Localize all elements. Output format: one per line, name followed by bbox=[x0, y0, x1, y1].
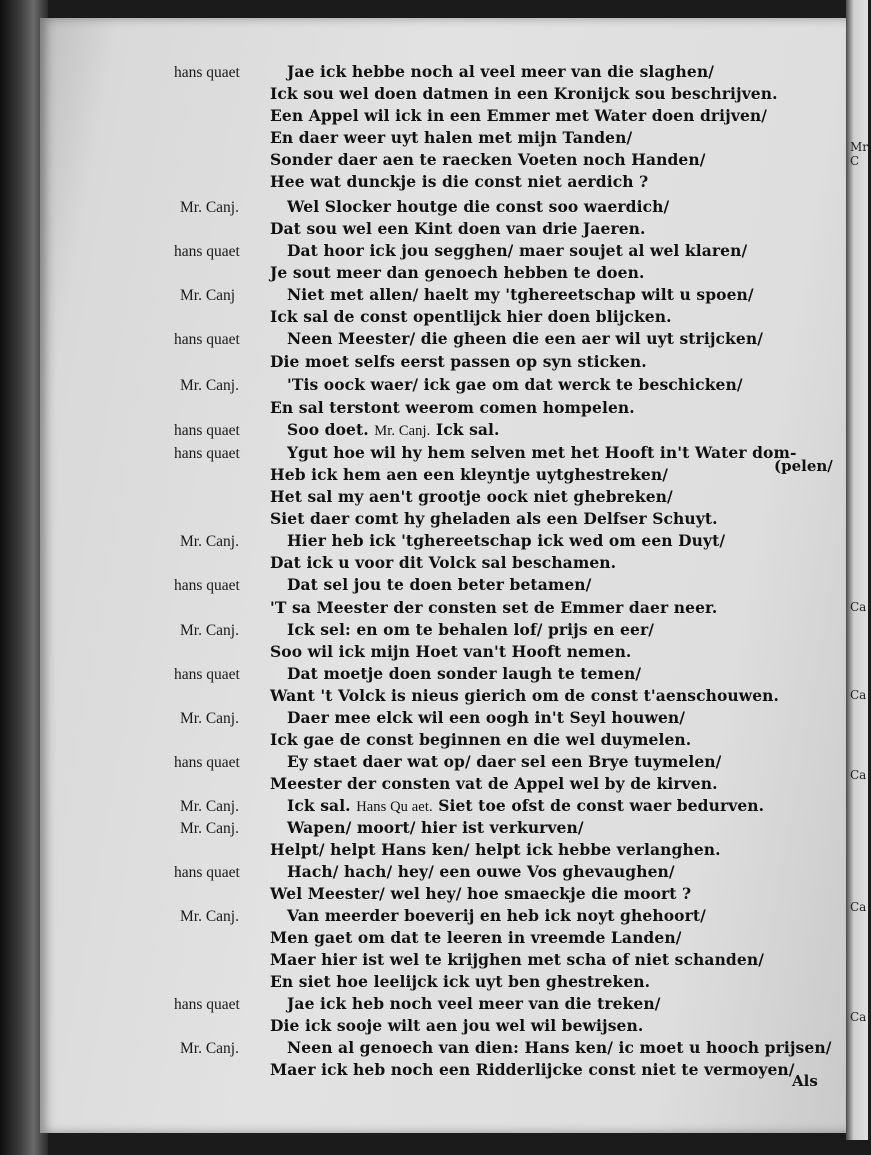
verse-text bbox=[270, 219, 646, 238]
dialogue-line bbox=[0, 972, 868, 994]
verse-text bbox=[270, 972, 650, 991]
verse-line-text: Hier heb ick 'tghereetschap ick wed om een Duyt/ bbox=[287, 531, 726, 550]
dialogue-line bbox=[0, 575, 868, 597]
dialogue-line bbox=[0, 106, 868, 128]
verse-line-text: Heb ick hem aen een kleyntje uytghestreken/ bbox=[270, 465, 669, 484]
verse-text bbox=[287, 62, 714, 81]
verse-line-text: Sonder daer aen te raecken Voeten noch Handen/ bbox=[270, 150, 706, 169]
verse-line-text: En sal terstont weerom comen hompelen. bbox=[270, 398, 635, 417]
speaker-name: Mr. Canj. bbox=[180, 710, 239, 727]
speaker-name: hans quaet bbox=[174, 331, 240, 348]
verse-line-text: Hee wat dunckje is die const niet aerdich ? bbox=[270, 172, 649, 191]
dialogue-line bbox=[0, 1038, 868, 1060]
speaker-name: Mr. Canj. bbox=[180, 820, 239, 837]
dialogue-line bbox=[0, 219, 868, 241]
edge-fragment: Mr. C bbox=[850, 140, 871, 168]
verse-text bbox=[287, 752, 721, 771]
verse-line-text: Ick sou wel doen datmen in een Kronijck sou beschrijven. bbox=[270, 84, 778, 103]
verse-text bbox=[270, 352, 647, 371]
dialogue-line bbox=[0, 1060, 868, 1090]
dialogue-line bbox=[0, 241, 868, 263]
dialogue-line bbox=[0, 994, 868, 1016]
dialogue-line bbox=[0, 352, 868, 374]
verse-line-text: Dat ick u voor dit Volck sal beschamen. bbox=[270, 553, 617, 572]
speaker-name: hans quaet bbox=[174, 243, 240, 260]
speaker-name: Mr. Canj bbox=[180, 287, 236, 304]
dialogue-line bbox=[0, 708, 868, 730]
dialogue-line bbox=[0, 172, 868, 194]
speaker-name: hans quaet bbox=[174, 577, 240, 594]
verse-text bbox=[270, 928, 681, 947]
verse-text bbox=[287, 862, 675, 881]
catchword: Als bbox=[792, 1072, 818, 1090]
verse-text bbox=[287, 575, 591, 594]
verse-text bbox=[270, 774, 718, 793]
verse-line-text: 'T sa Meester der consten set de Emmer daer neer. bbox=[270, 598, 718, 617]
dialogue-line bbox=[0, 128, 868, 150]
verse-line-text: Meester der consten vat de Appel wel by de kirven. bbox=[270, 774, 718, 793]
dialogue-line bbox=[0, 329, 868, 351]
verse-line-text: Maer hier ist wel te krijghen met scha of niet schanden/ bbox=[270, 950, 764, 969]
verse-line-text: 'Tis oock waer/ ick gae om dat werck te beschicken/ bbox=[287, 375, 743, 394]
dialogue-line bbox=[0, 796, 868, 818]
dialogue-line bbox=[0, 553, 868, 575]
dialogue-line bbox=[0, 197, 868, 219]
speaker-name: hans quaet bbox=[174, 445, 240, 462]
verse-line-text: Dat sel jou te doen beter betamen/ bbox=[287, 575, 592, 594]
verse-line-text: Neen Meester/ die gheen die een aer wil uyt strijcken/ bbox=[287, 329, 763, 348]
inline-verse-text: Ick sal. bbox=[435, 420, 500, 439]
verse-line-text: Hach/ hach/ hey/ een ouwe Vos ghevaughen/ bbox=[287, 862, 675, 881]
dialogue-line bbox=[0, 398, 868, 420]
verse-text bbox=[287, 708, 685, 727]
speaker-name: hans quaet bbox=[174, 422, 240, 439]
speaker-name: hans quaet bbox=[174, 754, 240, 771]
verse-line-text: Men gaet om dat te leeren in vreemde Landen/ bbox=[270, 928, 682, 947]
speaker-name: Mr. Canj. bbox=[180, 1040, 239, 1057]
verse-line-text: Neen al genoech van dien: Hans ken/ ic moet u hooch prijsen/ bbox=[287, 1038, 832, 1057]
dialogue-line bbox=[0, 620, 868, 642]
dialogue-line bbox=[0, 884, 868, 906]
verse-text bbox=[270, 1016, 643, 1035]
verse-text bbox=[287, 796, 764, 816]
verse-text bbox=[270, 465, 668, 484]
verse-text bbox=[270, 553, 616, 572]
verse-text bbox=[287, 1038, 831, 1057]
speaker-name: Mr. Canj. bbox=[180, 908, 239, 925]
dialogue-line bbox=[0, 862, 868, 884]
inline-verse-text: Siet toe ofst de const waer bedurven. bbox=[438, 796, 765, 815]
verse-text bbox=[287, 906, 706, 925]
turnover-text: (pelen/ bbox=[774, 457, 833, 475]
verse-text bbox=[270, 106, 767, 125]
speaker-name: hans quaet bbox=[174, 996, 240, 1013]
verse-text bbox=[287, 620, 654, 639]
dialogue-line bbox=[0, 906, 868, 928]
verse-line-text: Want 't Volck is nieus gierich om de const t'aenschouwen. bbox=[270, 686, 780, 705]
verse-text bbox=[270, 686, 779, 705]
verse-text bbox=[287, 531, 725, 550]
dialogue-line bbox=[0, 84, 868, 106]
dialogue-line bbox=[0, 62, 868, 84]
speaker-name: hans quaet bbox=[174, 666, 240, 683]
verse-text bbox=[270, 172, 648, 191]
speaker-name: Mr. Canj. bbox=[180, 533, 239, 550]
verse-line-text: Jae ick heb noch veel meer van die treken/ bbox=[287, 994, 661, 1013]
verse-text bbox=[270, 128, 632, 147]
verse-line-text: Soo doet. bbox=[287, 420, 369, 439]
dialogue-line bbox=[0, 465, 868, 487]
dialogue-line bbox=[0, 664, 868, 686]
dialogue-line bbox=[0, 686, 868, 708]
edge-fragment: Ca bbox=[850, 688, 867, 702]
verse-line-text: Ygut hoe wil hy hem selven met het Hooft in't Water dom- bbox=[287, 443, 797, 462]
verse-text bbox=[287, 818, 584, 837]
inline-speaker-name: Hans Qu aet. bbox=[356, 799, 433, 815]
verse-line-text: Ick sal de const opentlijck hier doen blijcken. bbox=[270, 307, 672, 326]
dialogue-line bbox=[0, 730, 868, 752]
verse-line-text: Een Appel wil ick in een Emmer met Water doen drijven/ bbox=[270, 106, 768, 125]
verse-text bbox=[287, 375, 743, 394]
verse-line-text: Ick sel: en om te behalen lof/ prijs en eer/ bbox=[287, 620, 654, 639]
verse-text bbox=[287, 420, 500, 440]
verse-text bbox=[270, 487, 673, 506]
verse-text bbox=[270, 1060, 795, 1079]
edge-fragment: Ca bbox=[850, 1010, 867, 1024]
dialogue-line bbox=[0, 1016, 868, 1038]
verse-text bbox=[270, 263, 644, 282]
dialogue-line bbox=[0, 420, 868, 442]
verse-line-text: Wel Meester/ wel hey/ hoe smaeckje die moort ? bbox=[270, 884, 692, 903]
verse-line-text: Wapen/ moort/ hier ist verkurven/ bbox=[287, 818, 584, 837]
dialogue-line bbox=[0, 150, 868, 172]
verse-line-text: Ick sal. bbox=[287, 796, 351, 815]
dialogue-line bbox=[0, 950, 868, 972]
verse-text bbox=[270, 307, 672, 326]
dialogue-line bbox=[0, 928, 868, 950]
verse-text bbox=[270, 84, 778, 103]
verse-text bbox=[287, 329, 763, 348]
dialogue-line bbox=[0, 598, 868, 620]
verse-text bbox=[287, 994, 661, 1013]
verse-text bbox=[287, 241, 747, 260]
verse-line-text: En daer weer uyt halen met mijn Tanden/ bbox=[270, 128, 633, 147]
verse-line-text: Die ick sooje wilt aen jou wel wil bewijsen. bbox=[270, 1016, 644, 1035]
dialogue-line bbox=[0, 774, 868, 796]
dialogue-line bbox=[0, 285, 868, 307]
verse-line-text: Je sout meer dan genoech hebben te doen. bbox=[270, 263, 645, 282]
verse-text bbox=[270, 730, 691, 749]
verse-text bbox=[270, 150, 706, 169]
inline-speaker-name: Mr. Canj. bbox=[374, 423, 431, 439]
verse-text bbox=[270, 642, 631, 661]
verse-text bbox=[270, 398, 635, 417]
speaker-name: Mr. Canj. bbox=[180, 377, 239, 394]
edge-fragment: Ca bbox=[850, 600, 867, 614]
dialogue-line bbox=[0, 263, 868, 285]
verse-line-text: Daer mee elck wil een oogh in't Seyl houwen/ bbox=[287, 708, 686, 727]
verse-text bbox=[270, 884, 691, 903]
dialogue-line bbox=[0, 531, 868, 553]
edge-fragment: Ca bbox=[850, 768, 867, 782]
dialogue-line bbox=[0, 375, 868, 397]
verse-text bbox=[270, 509, 718, 528]
verse-text bbox=[287, 285, 754, 304]
verse-line-text: Maer ick heb noch een Ridderlijcke const niet te vermoyen/ bbox=[270, 1060, 795, 1079]
verse-text bbox=[287, 664, 641, 683]
speaker-name: Mr. Canj. bbox=[180, 199, 239, 216]
verse-line-text: Dat moetje doen sonder laugh te temen/ bbox=[287, 664, 642, 683]
verse-line-text: Dat hoor ick jou segghen/ maer soujet al wel klaren/ bbox=[287, 241, 748, 260]
verse-text bbox=[270, 840, 721, 859]
speaker-name: Mr. Canj. bbox=[180, 622, 239, 639]
verse-line-text: Dat sou wel een Kint doen van drie Jaeren. bbox=[270, 219, 646, 238]
speaker-name: hans quaet bbox=[174, 64, 240, 81]
verse-text bbox=[287, 443, 797, 462]
verse-line-text: Het sal my aen't grootje oock niet ghebreken/ bbox=[270, 487, 673, 506]
verse-text bbox=[270, 598, 717, 617]
verse-line-text: Soo wil ick mijn Hoet van't Hooft nemen. bbox=[270, 642, 632, 661]
verse-line-text: Van meerder boeverij en heb ick noyt ghehoort/ bbox=[287, 906, 706, 925]
verse-line-text: Ey staet daer wat op/ daer sel een Brye tuymelen/ bbox=[287, 752, 722, 771]
verse-line-text: Wel Slocker houtge die const soo waerdich/ bbox=[287, 197, 670, 216]
dialogue-line bbox=[0, 307, 868, 329]
dialogue-line bbox=[0, 509, 868, 531]
verse-text bbox=[287, 197, 669, 216]
verse-line-text: Die moet selfs eerst passen op syn sticken. bbox=[270, 352, 647, 371]
verse-line-text: En siet hoe leelijck ick uyt ben ghestreken. bbox=[270, 972, 651, 991]
verse-line-text: Helpt/ helpt Hans ken/ helpt ick hebbe verlanghen. bbox=[270, 840, 721, 859]
verse-line-text: Siet daer comt hy gheladen als een Delfser Schuyt. bbox=[270, 509, 718, 528]
verse-line-text: Ick gae de const beginnen en die wel duymelen. bbox=[270, 730, 692, 749]
speaker-name: Mr. Canj. bbox=[180, 798, 239, 815]
verse-line-text: Jae ick hebbe noch al veel meer van die slaghen/ bbox=[287, 62, 714, 81]
edge-fragment: Ca bbox=[850, 900, 867, 914]
dialogue-line bbox=[0, 752, 868, 774]
dialogue-line bbox=[0, 818, 868, 840]
dialogue-line bbox=[0, 642, 868, 664]
dialogue-line bbox=[0, 840, 868, 862]
verse-line-text: Niet met allen/ haelt my 'tghereetschap wilt u spoen/ bbox=[287, 285, 754, 304]
dialogue-line bbox=[0, 487, 868, 509]
speaker-name: hans quaet bbox=[174, 864, 240, 881]
verse-text bbox=[270, 950, 764, 969]
